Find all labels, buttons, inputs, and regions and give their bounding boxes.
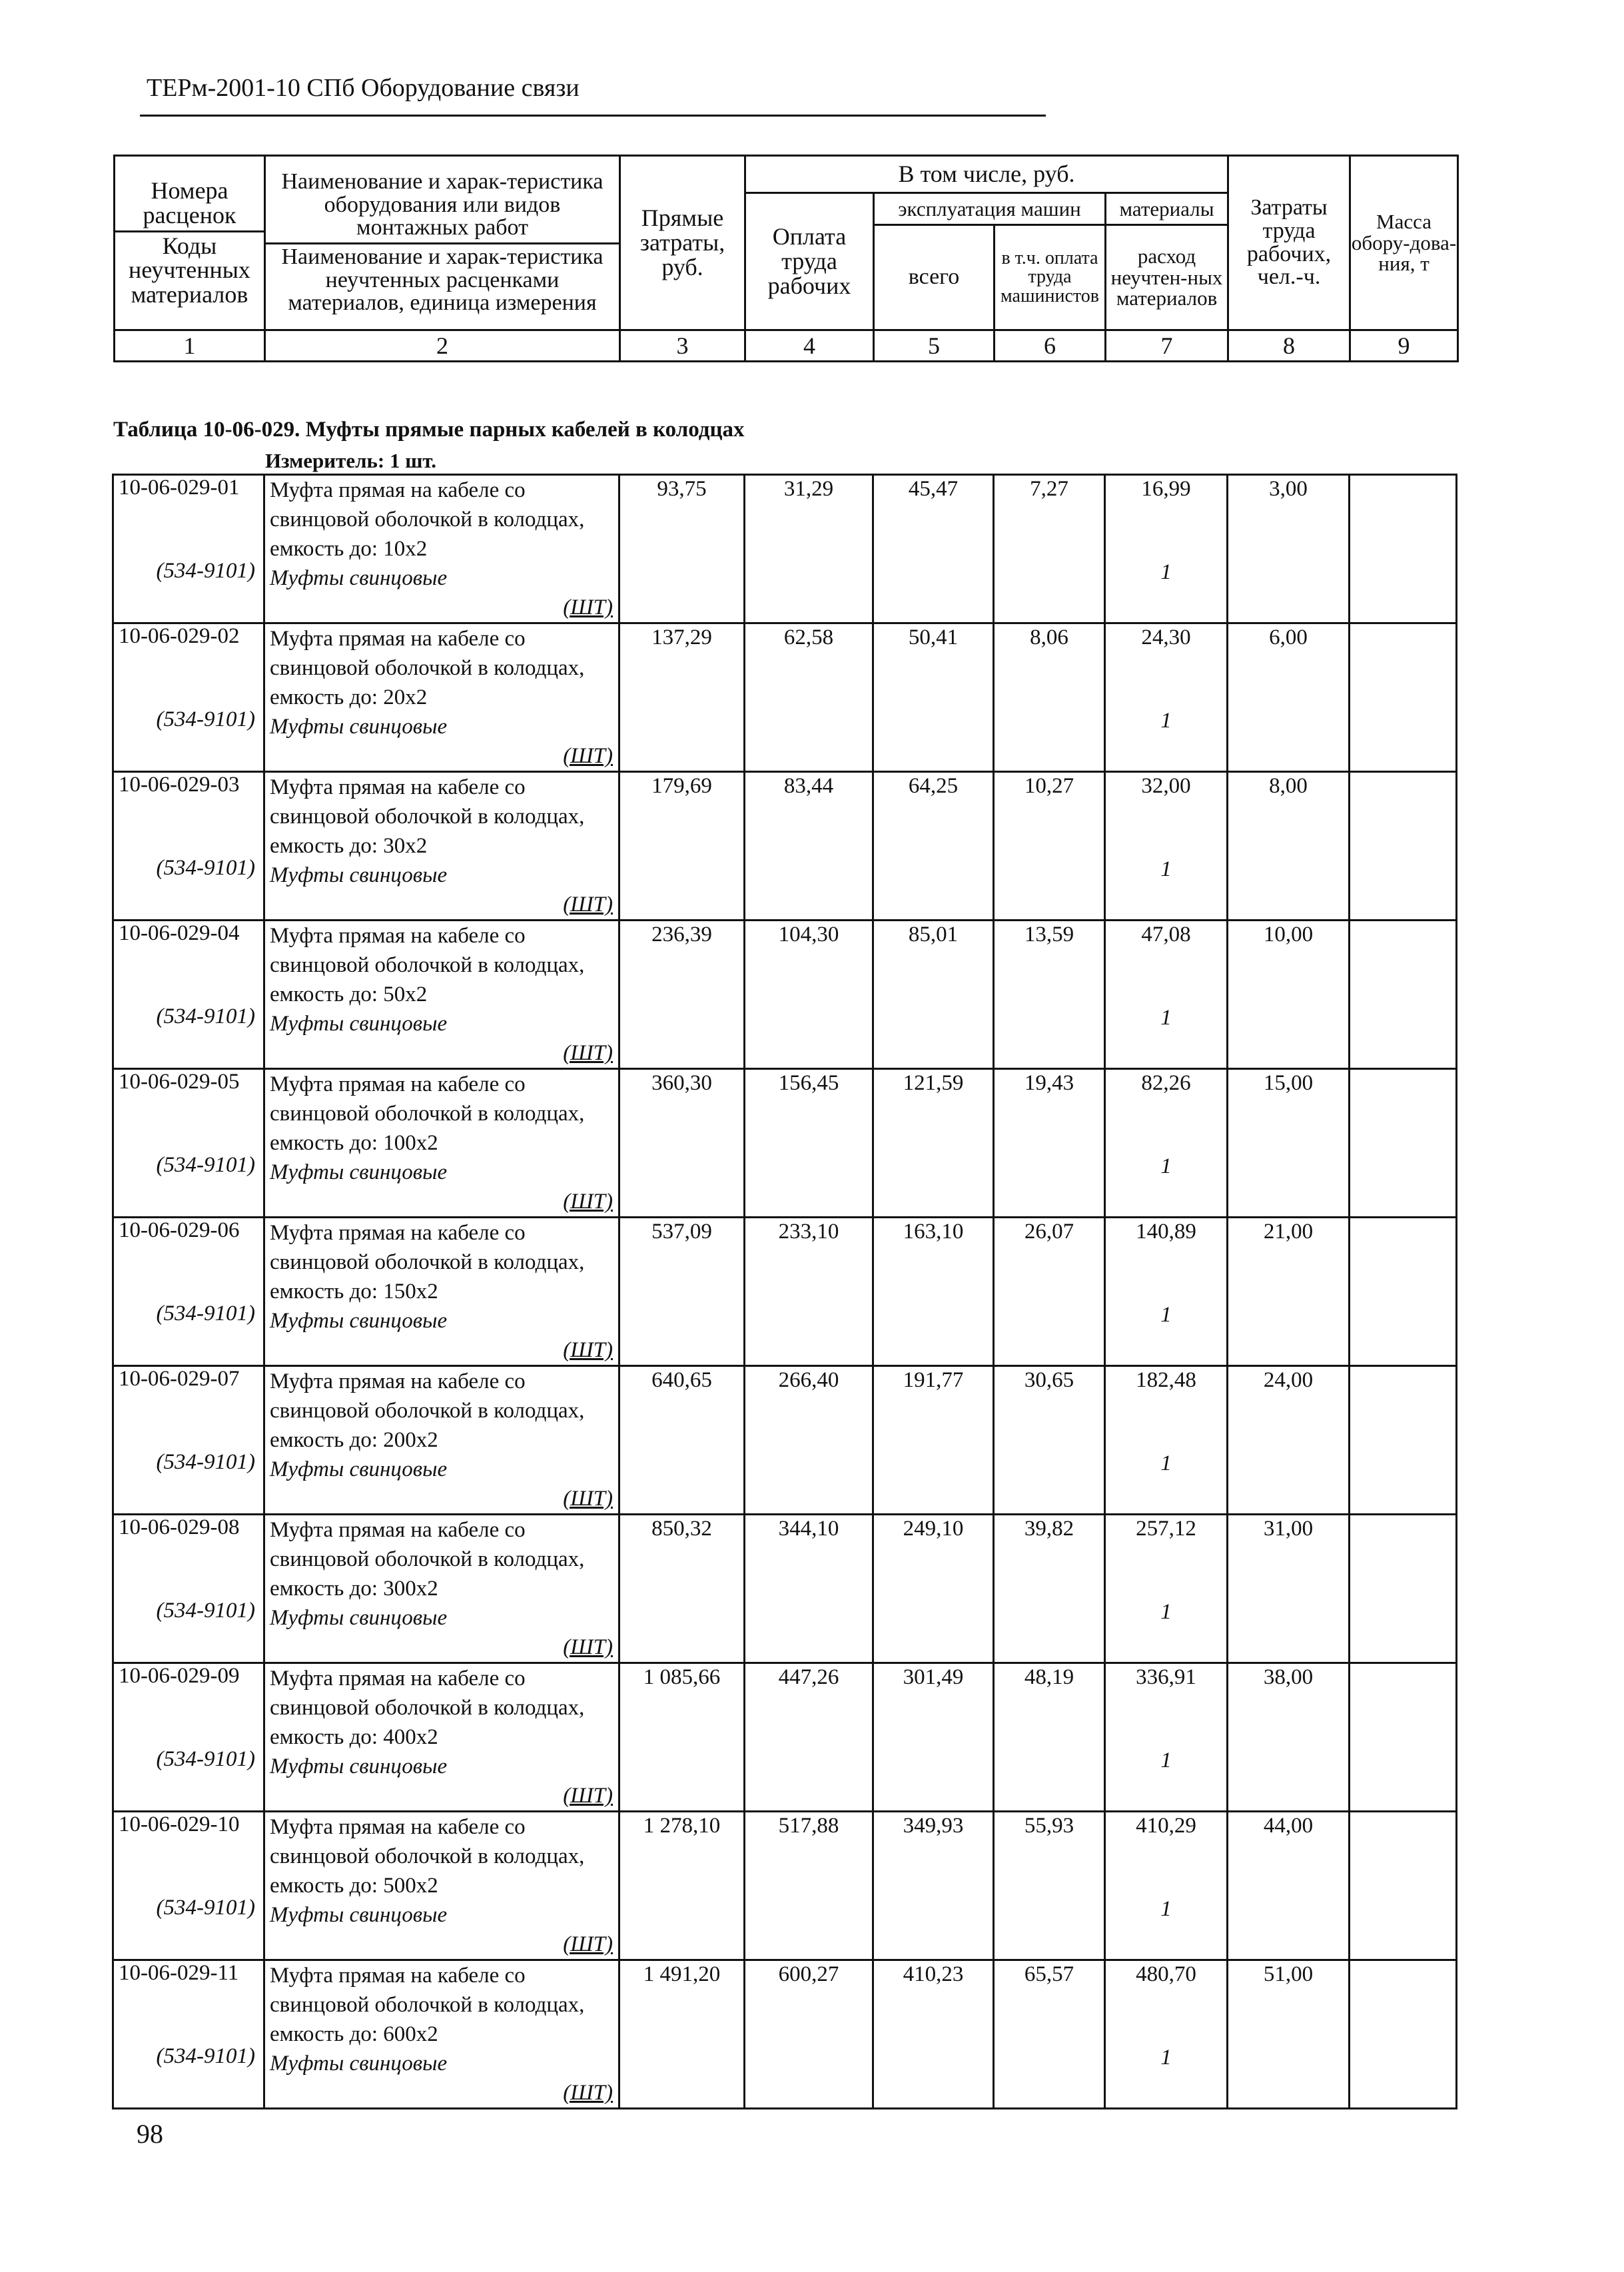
direct-costs: 537,09 [619,1218,745,1366]
header-unaccounted-materials: расход неучтен-ных материалов [1106,225,1228,330]
header-machine-operation: эксплуатация машин [874,193,1106,225]
rate-code: 10-06-029-03 [119,773,240,797]
material-unit: (ШТ) [563,1041,613,1065]
table-row [113,1515,1457,1663]
operator-wages: 7,27 [994,475,1105,623]
material-code: (534-9101) [156,1450,255,1474]
description-cell [264,1960,619,2109]
header-worker-wages: Оплата труда рабочих [745,193,874,330]
material-quantity: 1 [1160,1748,1172,1772]
column-number: 7 [1106,330,1228,362]
machines-total: 50,41 [873,623,994,772]
equipment-mass [1350,1812,1457,1960]
material-quantity: 1 [1160,1451,1172,1475]
header-direct-costs: Прямые затраты, руб. [620,156,745,330]
rate-code: 10-06-029-01 [119,476,240,500]
work-description: Муфта прямая на кабеле со свинцовой оболочкой в колодцах, емкость до: 400х2 [270,1667,585,1749]
table-row [113,1812,1457,1960]
operator-wages: 30,65 [994,1366,1105,1515]
machines-total: 301,49 [873,1663,994,1812]
material-code: (534-9101) [156,707,255,731]
material-name: Муфты свинцовые [270,1012,448,1036]
work-description: Муфта прямая на кабеле со свинцовой оболочкой в колодцах, емкость до: 600х2 [270,1964,585,2046]
material-name: Муфты свинцовые [270,715,448,739]
material-name: Муфты свинцовые [270,1457,448,1481]
header-including-group: В том числе, руб. [745,156,1228,193]
rate-code-cell [113,921,264,1069]
labor-hours: 44,00 [1228,1812,1350,1960]
materials-cost: 32,00 [1141,774,1191,798]
table-row [113,623,1457,772]
machines-total: 191,77 [873,1366,994,1515]
material-code: (534-9101) [156,559,255,583]
machines-total: 163,10 [873,1218,994,1366]
material-unit: (ШТ) [563,1784,613,1808]
material-unit: (ШТ) [563,744,613,768]
rate-code-cell [113,1366,264,1515]
column-number: 4 [745,330,874,362]
work-description: Муфта прямая на кабеле со свинцовой оболочкой в колодцах, емкость до: 150х2 [270,1221,585,1304]
material-code: (534-9101) [156,1599,255,1623]
material-name: Муфты свинцовые [270,1160,448,1184]
material-unit: (ШТ) [563,893,613,917]
description-cell [264,1515,619,1663]
description-cell [264,1663,619,1812]
material-quantity: 1 [1160,1006,1172,1030]
labor-hours: 6,00 [1228,623,1350,772]
equipment-mass [1350,1960,1457,2109]
materials-cost: 140,89 [1136,1220,1196,1244]
description-cell [264,772,619,921]
materials-cost: 47,08 [1141,923,1191,947]
rate-code: 10-06-029-05 [119,1070,240,1094]
materials-cost: 16,99 [1141,477,1191,501]
material-quantity: 1 [1160,709,1172,733]
direct-costs: 179,69 [619,772,745,921]
column-number: 6 [995,330,1106,362]
material-code: (534-9101) [156,1004,255,1028]
material-code: (534-9101) [156,1896,255,1920]
column-header-table [113,155,1459,362]
material-unit: (ШТ) [563,1932,613,1956]
direct-costs: 93,75 [619,475,745,623]
rate-code-cell [113,623,264,772]
table-caption: Таблица 10-06-029. Муфты прямые парных кабелей в колодцах [113,418,745,442]
labor-hours: 51,00 [1228,1960,1350,2109]
material-unit: (ШТ) [563,1338,613,1362]
materials-cost: 182,48 [1136,1368,1196,1392]
labor-hours: 10,00 [1228,921,1350,1069]
work-description: Муфта прямая на кабеле со свинцовой оболочкой в колодцах, емкость до: 500х2 [270,1815,585,1898]
header-equipment-mass: Масса обору-дова-ния, т [1350,156,1458,330]
labor-hours: 8,00 [1228,772,1350,921]
material-name: Муфты свинцовые [270,1903,448,1927]
material-unit: (ШТ) [563,595,613,619]
rate-code-cell [113,772,264,921]
materials-cost: 410,29 [1136,1814,1196,1838]
machines-total: 249,10 [873,1515,994,1663]
equipment-mass [1350,475,1457,623]
material-quantity: 1 [1160,1897,1172,1921]
description-cell [264,1218,619,1366]
material-name: Муфты свинцовые [270,2052,448,2076]
header-labor-hours: Затраты труда рабочих, чел.-ч. [1228,156,1350,330]
rate-code: 10-06-029-11 [119,1961,239,1985]
material-code: (534-9101) [156,1302,255,1325]
rate-code: 10-06-029-06 [119,1218,240,1242]
worker-wages: 266,40 [745,1366,873,1515]
table-row [113,1069,1457,1218]
equipment-mass [1350,1515,1457,1663]
worker-wages: 517,88 [745,1812,873,1960]
equipment-mass [1350,1069,1457,1218]
rate-code-cell [113,1663,264,1812]
equipment-mass [1350,623,1457,772]
machines-total: 45,47 [873,475,994,623]
header-rate-number: Номера расценок Коды неучтенных материалов [115,156,265,330]
rate-code: 10-06-029-04 [119,921,240,945]
rate-code: 10-06-029-09 [119,1664,240,1688]
equipment-mass [1350,921,1457,1069]
rate-code-cell [113,1218,264,1366]
material-code: (534-9101) [156,856,255,880]
direct-costs: 1 278,10 [619,1812,745,1960]
table-row [113,921,1457,1069]
rate-code-cell [113,475,264,623]
rate-code-cell [113,1069,264,1218]
column-number: 2 [265,330,620,362]
material-quantity: 1 [1160,1154,1172,1178]
materials-cost: 24,30 [1141,625,1191,649]
material-name: Муфты свинцовые [270,566,448,590]
rates-table [112,474,1457,2109]
rate-code-cell [113,1812,264,1960]
header-materials: материалы [1106,193,1228,225]
material-unit: (ШТ) [563,1487,613,1511]
column-number: 5 [874,330,995,362]
equipment-mass [1350,772,1457,921]
machines-total: 121,59 [873,1069,994,1218]
materials-cost: 82,26 [1141,1071,1191,1095]
operator-wages: 10,27 [994,772,1105,921]
material-unit: (ШТ) [563,2081,613,2105]
materials-cell [1105,1366,1228,1515]
direct-costs: 360,30 [619,1069,745,1218]
table-row [113,1663,1457,1812]
materials-cell [1105,772,1228,921]
material-name: Муфты свинцовые [270,1754,448,1778]
labor-hours: 3,00 [1228,475,1350,623]
rate-code-cell [113,1515,264,1663]
labor-hours: 24,00 [1228,1366,1350,1515]
materials-cost: 480,70 [1136,1962,1196,1986]
worker-wages: 600,27 [745,1960,873,2109]
work-description: Муфта прямая на кабеле со свинцовой оболочкой в колодцах, емкость до: 300х2 [270,1518,585,1601]
operator-wages: 13,59 [994,921,1105,1069]
equipment-mass [1350,1218,1457,1366]
direct-costs: 640,65 [619,1366,745,1515]
material-quantity: 1 [1160,1600,1172,1624]
materials-cell [1105,1812,1228,1960]
operator-wages: 19,43 [994,1069,1105,1218]
column-number: 1 [115,330,265,362]
description-cell [264,1069,619,1218]
operator-wages: 65,57 [994,1960,1105,2109]
material-code: (534-9101) [156,2044,255,2068]
description-cell [264,921,619,1069]
work-description: Муфта прямая на кабеле со свинцовой оболочкой в колодцах, емкость до: 10х2 [270,478,585,561]
direct-costs: 1 491,20 [619,1960,745,2109]
rate-code: 10-06-029-10 [119,1812,240,1836]
material-quantity: 1 [1160,857,1172,881]
page-number: 98 [137,2119,163,2149]
labor-hours: 15,00 [1228,1069,1350,1218]
machines-total: 85,01 [873,921,994,1069]
description-cell [264,1366,619,1515]
header-work-description: Наименование и харак-теристика оборудования или видов монтажных работ Наименование и харак-теристика неучтенных расценками материалов, единица измерения [265,156,620,330]
operator-wages: 26,07 [994,1218,1105,1366]
operator-wages: 39,82 [994,1515,1105,1663]
material-unit: (ШТ) [563,1190,613,1214]
direct-costs: 137,29 [619,623,745,772]
work-description: Муфта прямая на кабеле со свинцовой оболочкой в колодцах, емкость до: 200х2 [270,1369,585,1452]
rate-code: 10-06-029-02 [119,624,240,648]
worker-wages: 62,58 [745,623,873,772]
header-machines-total: всего [874,225,995,330]
work-description: Муфта прямая на кабеле со свинцовой оболочкой в колодцах, емкость до: 50х2 [270,924,585,1006]
machines-total: 64,25 [873,772,994,921]
material-name: Муфты свинцовые [270,1309,448,1333]
materials-cell [1105,623,1228,772]
materials-cell [1105,1218,1228,1366]
operator-wages: 55,93 [994,1812,1105,1960]
material-quantity: 1 [1160,2046,1172,2070]
running-head: ТЕРм-2001-10 СПб Оборудование связи [147,74,580,102]
labor-hours: 21,00 [1228,1218,1350,1366]
material-code: (534-9101) [156,1747,255,1771]
materials-cell [1105,1515,1228,1663]
materials-cell [1105,1663,1228,1812]
worker-wages: 344,10 [745,1515,873,1663]
running-head-rule [140,115,1046,117]
worker-wages: 233,10 [745,1218,873,1366]
materials-cell [1105,475,1228,623]
table-row [113,1960,1457,2109]
labor-hours: 31,00 [1228,1515,1350,1663]
column-number: 9 [1350,330,1458,362]
description-cell [264,475,619,623]
operator-wages: 48,19 [994,1663,1105,1812]
description-cell [264,1812,619,1960]
equipment-mass [1350,1366,1457,1515]
machines-total: 349,93 [873,1812,994,1960]
rate-code: 10-06-029-07 [119,1367,240,1391]
materials-cell [1105,1069,1228,1218]
worker-wages: 83,44 [745,772,873,921]
direct-costs: 1 085,66 [619,1663,745,1812]
table-row [113,1366,1457,1515]
table-row [113,772,1457,921]
machines-total: 410,23 [873,1960,994,2109]
table-row [113,1218,1457,1366]
worker-wages: 156,45 [745,1069,873,1218]
work-description: Муфта прямая на кабеле со свинцовой оболочкой в колодцах, емкость до: 30х2 [270,775,585,858]
labor-hours: 38,00 [1228,1663,1350,1812]
materials-cell [1105,921,1228,1069]
materials-cell [1105,1960,1228,2109]
equipment-mass [1350,1663,1457,1812]
rate-code-cell [113,1960,264,2109]
worker-wages: 104,30 [745,921,873,1069]
header-operator-wages: в т.ч. оплата труда машинистов [995,225,1106,330]
material-code: (534-9101) [156,1153,255,1177]
material-name: Муфты свинцовые [270,863,448,887]
material-quantity: 1 [1160,1303,1172,1327]
materials-cost: 336,91 [1136,1665,1196,1689]
work-description: Муфта прямая на кабеле со свинцовой оболочкой в колодцах, емкость до: 100х2 [270,1072,585,1155]
rate-code: 10-06-029-08 [119,1515,240,1539]
material-quantity: 1 [1160,560,1172,584]
material-name: Муфты свинцовые [270,1606,448,1630]
material-unit: (ШТ) [563,1635,613,1659]
measurement-unit: Измеритель: 1 шт. [265,449,437,472]
column-number: 8 [1228,330,1350,362]
operator-wages: 8,06 [994,623,1105,772]
column-number: 3 [620,330,745,362]
description-cell [264,623,619,772]
table-row [113,475,1457,623]
materials-cost: 257,12 [1136,1517,1196,1541]
direct-costs: 850,32 [619,1515,745,1663]
worker-wages: 31,29 [745,475,873,623]
direct-costs: 236,39 [619,921,745,1069]
work-description: Муфта прямая на кабеле со свинцовой оболочкой в колодцах, емкость до: 20х2 [270,627,585,709]
worker-wages: 447,26 [745,1663,873,1812]
